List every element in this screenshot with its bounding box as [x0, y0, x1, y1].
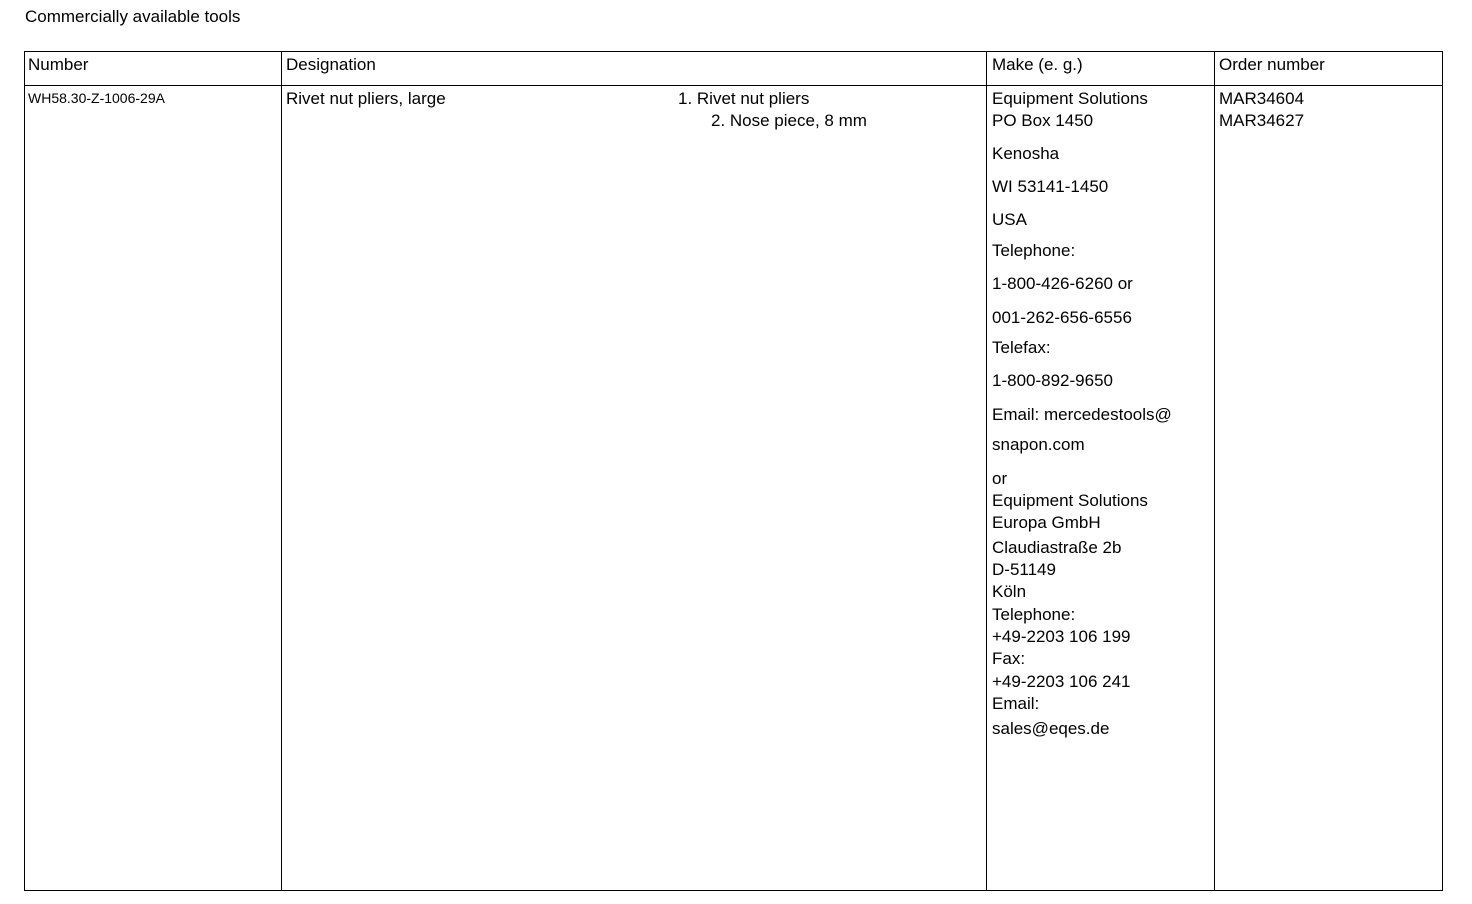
make-line: Fax: — [992, 649, 1026, 668]
header-designation: Designation — [286, 55, 376, 74]
column-divider — [1214, 52, 1215, 890]
make-line: snapon.com — [992, 435, 1085, 454]
make-line: D-51149 — [992, 560, 1056, 579]
header-make: Make (e. g.) — [992, 55, 1083, 74]
make-line: +49-2203 106 199 — [992, 627, 1131, 646]
make-line: WI 53141-1450 — [992, 177, 1109, 196]
make-line: USA — [992, 210, 1027, 229]
make-line: PO Box 1450 — [992, 111, 1094, 130]
make-line: Equipment Solutions — [992, 491, 1148, 510]
header-number: Number — [28, 55, 89, 74]
item-line: 2. Nose piece, 8 mm — [711, 111, 867, 130]
column-divider — [986, 52, 987, 890]
header-order-number: Order number — [1219, 55, 1325, 74]
tool-number: WH58.30-Z-1006-29A — [28, 90, 165, 106]
item-line: 1. Rivet nut pliers — [678, 89, 810, 108]
make-line: Telefax: — [992, 338, 1051, 357]
make-line: 1-800-892-9650 — [992, 371, 1113, 390]
tool-designation: Rivet nut pliers, large — [286, 89, 446, 108]
make-line: +49-2203 106 241 — [992, 672, 1131, 691]
make-line: Kenosha — [992, 144, 1060, 163]
make-line: sales@eqes.de — [992, 719, 1110, 738]
make-line: 001-262-656-6556 — [992, 308, 1132, 327]
make-line: Email: — [992, 694, 1040, 713]
tools-table — [24, 51, 1443, 891]
make-line: 1-800-426-6260 or — [992, 274, 1133, 293]
make-line: Telephone: — [992, 241, 1076, 260]
make-line: Equipment Solutions — [992, 89, 1148, 108]
make-line: Telephone: — [992, 605, 1076, 624]
section-title: Commercially available tools — [25, 7, 241, 26]
make-line: or — [992, 469, 1008, 488]
make-line: Europa GmbH — [992, 513, 1101, 532]
column-divider — [281, 52, 282, 890]
order-number: MAR34604 — [1219, 89, 1305, 108]
make-line: Claudiastraße 2b — [992, 538, 1122, 557]
order-number: MAR34627 — [1219, 111, 1305, 130]
make-line: Email: mercedestools@ — [992, 405, 1172, 424]
make-line: Köln — [992, 582, 1027, 601]
